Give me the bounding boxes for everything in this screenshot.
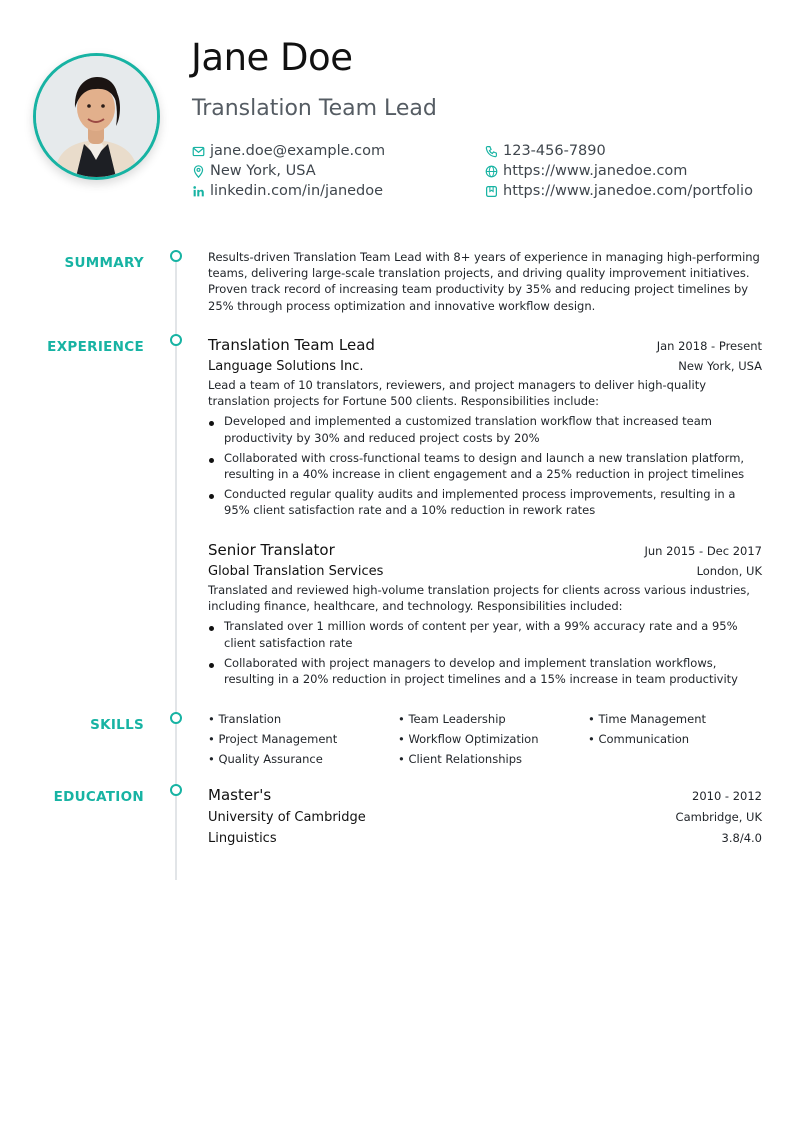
contact-portfolio-text: https://www.janedoe.com/portfolio (503, 183, 753, 199)
school-name: University of Cambridge (208, 810, 366, 825)
contact-phone-text: 123-456-7890 (503, 143, 606, 159)
profile-photo-illustration (36, 56, 157, 177)
school-location: Cambridge, UK (675, 810, 762, 824)
company-name: Global Translation Services (208, 564, 384, 579)
section-label-education: EDUCATION (53, 789, 144, 805)
field-of-study: Linguistics (208, 831, 277, 846)
contact-email-text: jane.doe@example.com (210, 143, 386, 159)
section-label-summary: SUMMARY (64, 255, 144, 271)
job-dates: Jan 2018 - Present (656, 339, 762, 353)
candidate-name: Jane Doe (191, 36, 353, 79)
linkedin-icon (192, 185, 205, 198)
achievement-list (208, 413, 762, 518)
contact-location (192, 163, 316, 179)
contact-phone[interactable] (485, 143, 606, 159)
skill-item: • Communication (588, 731, 778, 747)
profile-photo (33, 53, 160, 180)
achievement-item: Developed and implemented a customized translation workflow that increased team productivity by 30% and reduced project costs by 20% (208, 413, 762, 445)
skill-item: • Client Relationships (398, 751, 588, 767)
achievement-item: Collaborated with project managers to develop and implement translation workflows, resulting in a 20% reduction in project timelines and a 15% increase in team productivity (208, 655, 762, 687)
achievement-item: Conducted regular quality audits and implemented process improvements, resulting in a 95% client satisfaction rate and a 10% reduction in rework rates (208, 486, 762, 518)
summary-text: Results-driven Translation Team Lead with 8+ years of experience in managing high-performing teams, delivering large-scale translation projects, and driving quality improvement initiatives. Proven track record of increasing team productivity by 35% and reducing project timelines by 25% through process optimization and innovative workflow design. (208, 250, 760, 313)
section-label-skills: SKILLS (90, 717, 144, 733)
contact-email[interactable] (192, 143, 385, 159)
education-years: 2010 - 2012 (692, 789, 762, 803)
skills-grid (208, 711, 778, 767)
job-description: Lead a team of 10 translators, reviewers, and project managers to deliver high-quality translation projects for Fortune 500 clients. Responsibilities include: (208, 378, 707, 409)
gpa: 3.8/4.0 (721, 831, 762, 845)
job-title: Translation Team Lead (208, 336, 375, 354)
skill-item: • Team Leadership (398, 711, 588, 727)
contact-linkedin-text: linkedin.com/in/janedoe (210, 183, 384, 199)
skill-item: • Workflow Optimization (398, 731, 588, 747)
achievement-item: Translated over 1 million words of content per year, with a 99% accuracy rate and a 95% client satisfaction rate (208, 618, 762, 650)
skill-item: • Quality Assurance (208, 751, 398, 767)
contact-location-text: New York, USA (210, 163, 316, 179)
experience-entry (208, 541, 762, 691)
job-location: New York, USA (678, 359, 762, 373)
contact-linkedin[interactable] (192, 183, 383, 199)
job-description: Translated and reviewed high-volume translation projects for clients across various industries, including finance, healthcare, and technology. Responsibilities included: (208, 583, 750, 614)
degree: Master's (208, 786, 272, 804)
mail-icon (192, 145, 205, 158)
candidate-title: Translation Team Lead (192, 96, 437, 121)
timeline-dot-education (170, 784, 182, 796)
location-pin-icon (192, 165, 205, 178)
job-title: Senior Translator (208, 541, 335, 559)
contact-portfolio[interactable] (485, 183, 753, 199)
job-dates: Jun 2015 - Dec 2017 (644, 544, 762, 558)
experience-entry (208, 336, 762, 523)
skill-item: • Translation (208, 711, 398, 727)
skill-item: • Time Management (588, 711, 778, 727)
section-label-experience: EXPERIENCE (47, 339, 144, 355)
contact-website[interactable] (485, 163, 687, 179)
contact-website-text: https://www.janedoe.com (503, 163, 688, 179)
phone-icon (485, 145, 498, 158)
timeline-dot-skills (170, 712, 182, 724)
achievement-item: Collaborated with cross-functional teams to design and launch a new translation platform, resulting in a 40% increase in client engagement and a 25% reduction in project timelines (208, 450, 762, 482)
globe-icon (485, 165, 498, 178)
timeline-dot-experience (170, 334, 182, 346)
job-location: London, UK (696, 564, 762, 578)
portfolio-icon (485, 185, 498, 198)
achievement-list (208, 618, 762, 687)
education-entry (208, 786, 762, 846)
skill-item: • Project Management (208, 731, 398, 747)
timeline-dot-summary (170, 250, 182, 262)
company-name: Language Solutions Inc. (208, 359, 364, 374)
